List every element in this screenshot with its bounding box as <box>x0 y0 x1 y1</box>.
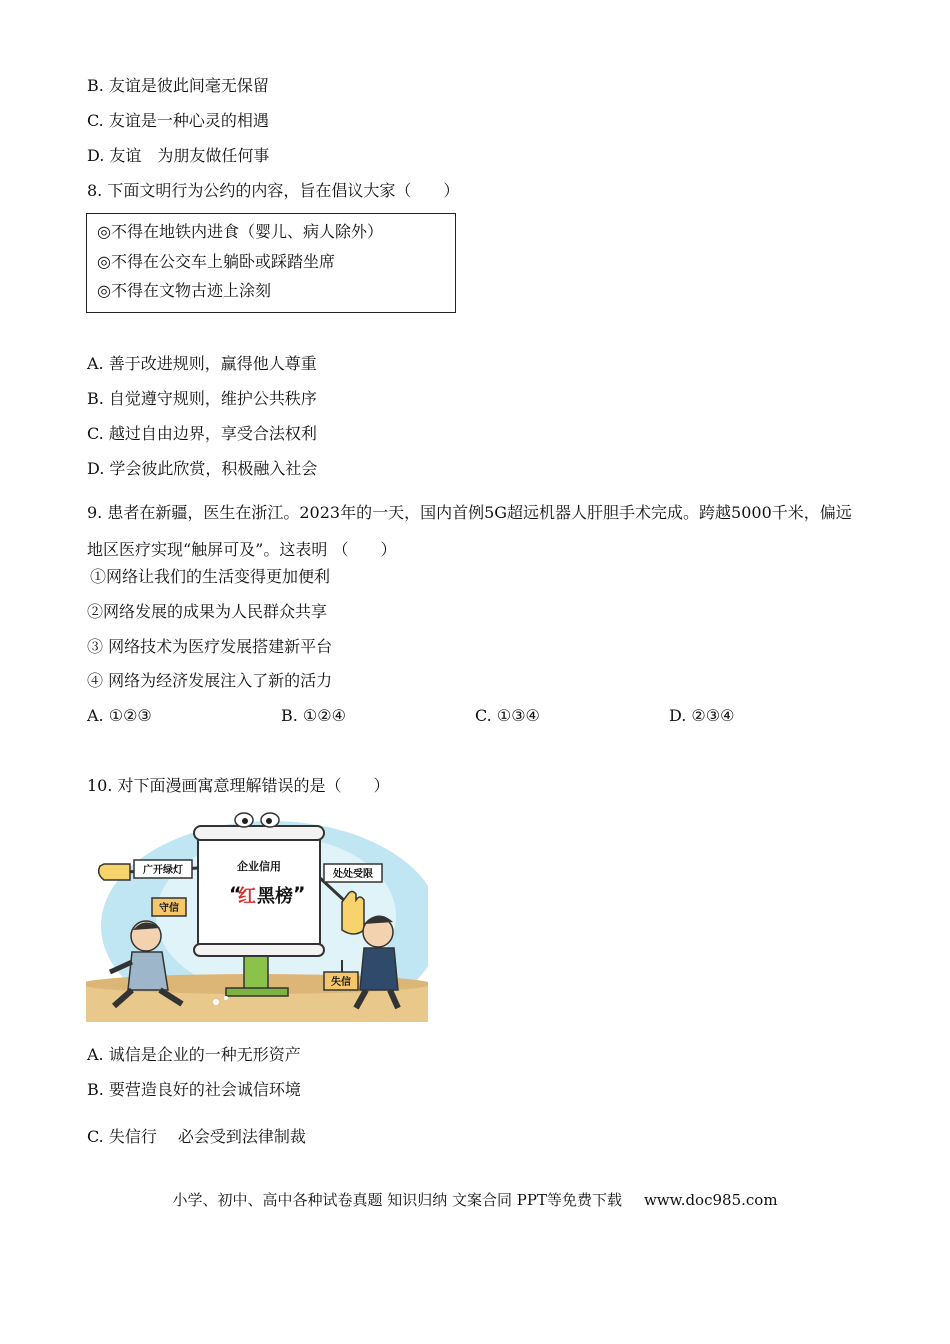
cartoon-board-black-word: 黑榜 <box>257 886 293 907</box>
q8-convention-box <box>86 213 456 313</box>
q8-box-item: ◎不得在地铁内进食（婴儿、病人除外） <box>97 222 383 241</box>
q8-stem: 8. 下面文明行为公约的内容，旨在倡议大家（ ） <box>87 181 460 200</box>
svg-text:”: ” <box>293 883 306 905</box>
svg-text:“: “ <box>229 883 242 905</box>
cartoon-right-sign: 处处受限 <box>333 869 373 880</box>
cartoon-board-red-word: 红 <box>238 886 256 907</box>
footer-url[interactable]: www.doc985.com <box>643 1191 778 1209</box>
q9-option-a: A. ①②③ <box>87 706 152 725</box>
q9-stem: 9. 患者在新疆，医生在浙江。2023年的一天，国内首例5G超远机器人肝胆手术完成。跨越5000千米，偏远地区医疗实现“触屏可及”。这表明 （ ） <box>87 503 852 559</box>
cartoon-board-title: 企业信用 <box>237 860 281 873</box>
q8-option-c: C. 越过自由边界，享受合法权利 <box>87 424 317 443</box>
credit-cartoon-image <box>86 806 428 1022</box>
q9-statement: ①网络让我们的生活变得更加便利 <box>90 567 331 586</box>
q10-option-c: C. 失信行 必会受到法律制裁 <box>87 1127 306 1146</box>
q10-stem: 10. 对下面漫画寓意理解错误的是（ ） <box>87 776 390 795</box>
q9-option-c: C. ①③④ <box>475 706 540 725</box>
q8-option-a: A. 善于改进规则，赢得他人尊重 <box>87 354 317 373</box>
q9-option-b: B. ①②④ <box>281 706 346 725</box>
q9-option-d: D. ②③④ <box>669 706 735 725</box>
q7-option-b: B. 友谊是彼此间毫无保留 <box>87 76 269 95</box>
cartoon-distrust-sign: 失信 <box>331 977 351 988</box>
q8-box-item: ◎不得在文物古迹上涂刻 <box>97 281 271 300</box>
q8-option-d: D. 学会彼此欣赏，积极融入社会 <box>87 459 318 478</box>
q9-statement: ④ 网络为经济发展注入了新的活力 <box>87 671 333 690</box>
q10-option-a: A. 诚信是企业的一种无形资产 <box>87 1045 301 1064</box>
q7-option-d: D. 友谊 为朋友做任何事 <box>87 146 270 165</box>
footer-text: 小学、初中、高中各种试卷真题 知识归纳 文案合同 PPT等免费下载 <box>172 1191 622 1209</box>
q8-option-b: B. 自觉遵守规则，维护公共秩序 <box>87 389 317 408</box>
cartoon-left-sign: 广开绿灯 <box>143 865 183 876</box>
q9-statement: ②网络发展的成果为人民群众共享 <box>87 602 328 621</box>
page-footer <box>0 1190 950 1210</box>
q10-option-b: B. 要营造良好的社会诚信环境 <box>87 1080 301 1099</box>
q7-option-c: C. 友谊是一种心灵的相遇 <box>87 111 269 130</box>
q8-box-item: ◎不得在公交车上躺卧或踩踏坐席 <box>97 252 335 271</box>
cartoon-trust-sign: 守信 <box>159 903 179 914</box>
q9-statement: ③ 网络技术为医疗发展搭建新平台 <box>87 637 333 656</box>
